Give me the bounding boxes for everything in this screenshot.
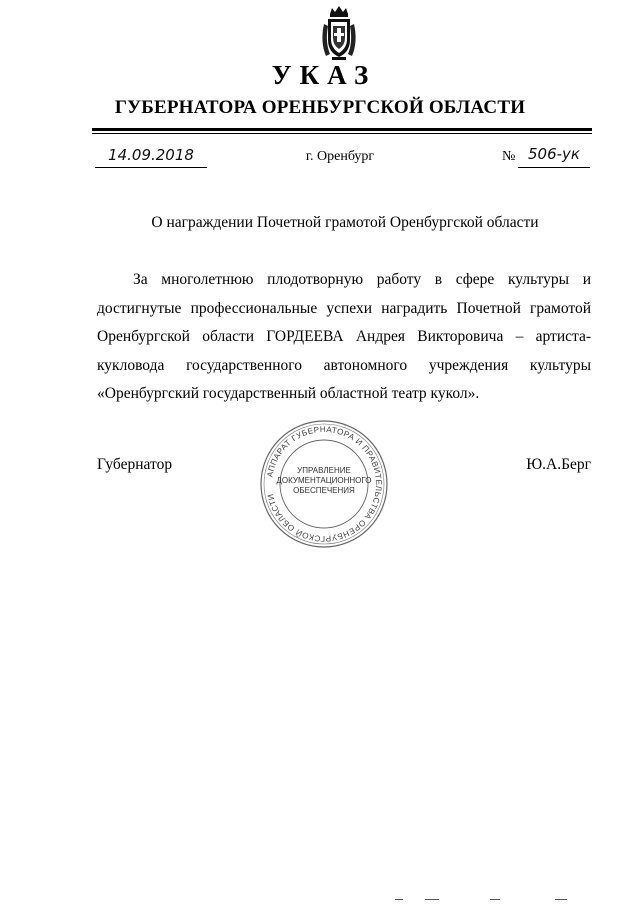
- official-stamp: [258, 418, 390, 550]
- number-label: №: [502, 149, 516, 164]
- stamp-line: УПРАВЛЕНИЕ: [297, 466, 351, 475]
- coat-of-arms-icon: [318, 4, 360, 62]
- number-underline: [518, 167, 590, 168]
- stamp-line: ОБЕСПЕЧЕНИЯ: [293, 486, 355, 495]
- document-number: 506-ук: [528, 145, 580, 163]
- document-body: За многолетнюю плодотворную работу в сфере культуры и достигнутые профессиональные успехи наградить Почетной грамотой Оренбургской области ГОРДЕЕВА Андрея Викторовича – артиста-кукловода государственного автономного учреждения культуры «Оренбургский государственный областной театр кукол».: [97, 271, 591, 403]
- document-heading: О награждении Почетной грамотой Оренбургской области: [151, 214, 539, 231]
- header-rule-thin: [92, 133, 592, 134]
- document-subtitle: ГУБЕРНАТОРА ОРЕНБУРГСКОЙ ОБЛАСТИ: [114, 97, 526, 118]
- date-underline: [95, 167, 207, 168]
- stamp-ring-text: АППАРАТ ГУБЕРНАТОРА И ПРАВИТЕЛЬСТВА ОРЕНБУРГСКОЙ ОБЛАСТИ: [265, 424, 384, 544]
- header-rule-thick: [92, 128, 592, 131]
- document-title: УКАЗ: [271, 60, 377, 90]
- document-date-value: 14.09.2018: [108, 146, 194, 164]
- document-city: г. Оренбург: [305, 149, 375, 164]
- signatory-title: Губернатор: [97, 456, 173, 473]
- signatory-name: Ю.А.Берг: [526, 456, 591, 473]
- stamp-center-text: [258, 466, 390, 496]
- scan-marks: [395, 899, 595, 902]
- stamp-line: ДОКУМЕНТАЦИОННОГО: [276, 476, 372, 485]
